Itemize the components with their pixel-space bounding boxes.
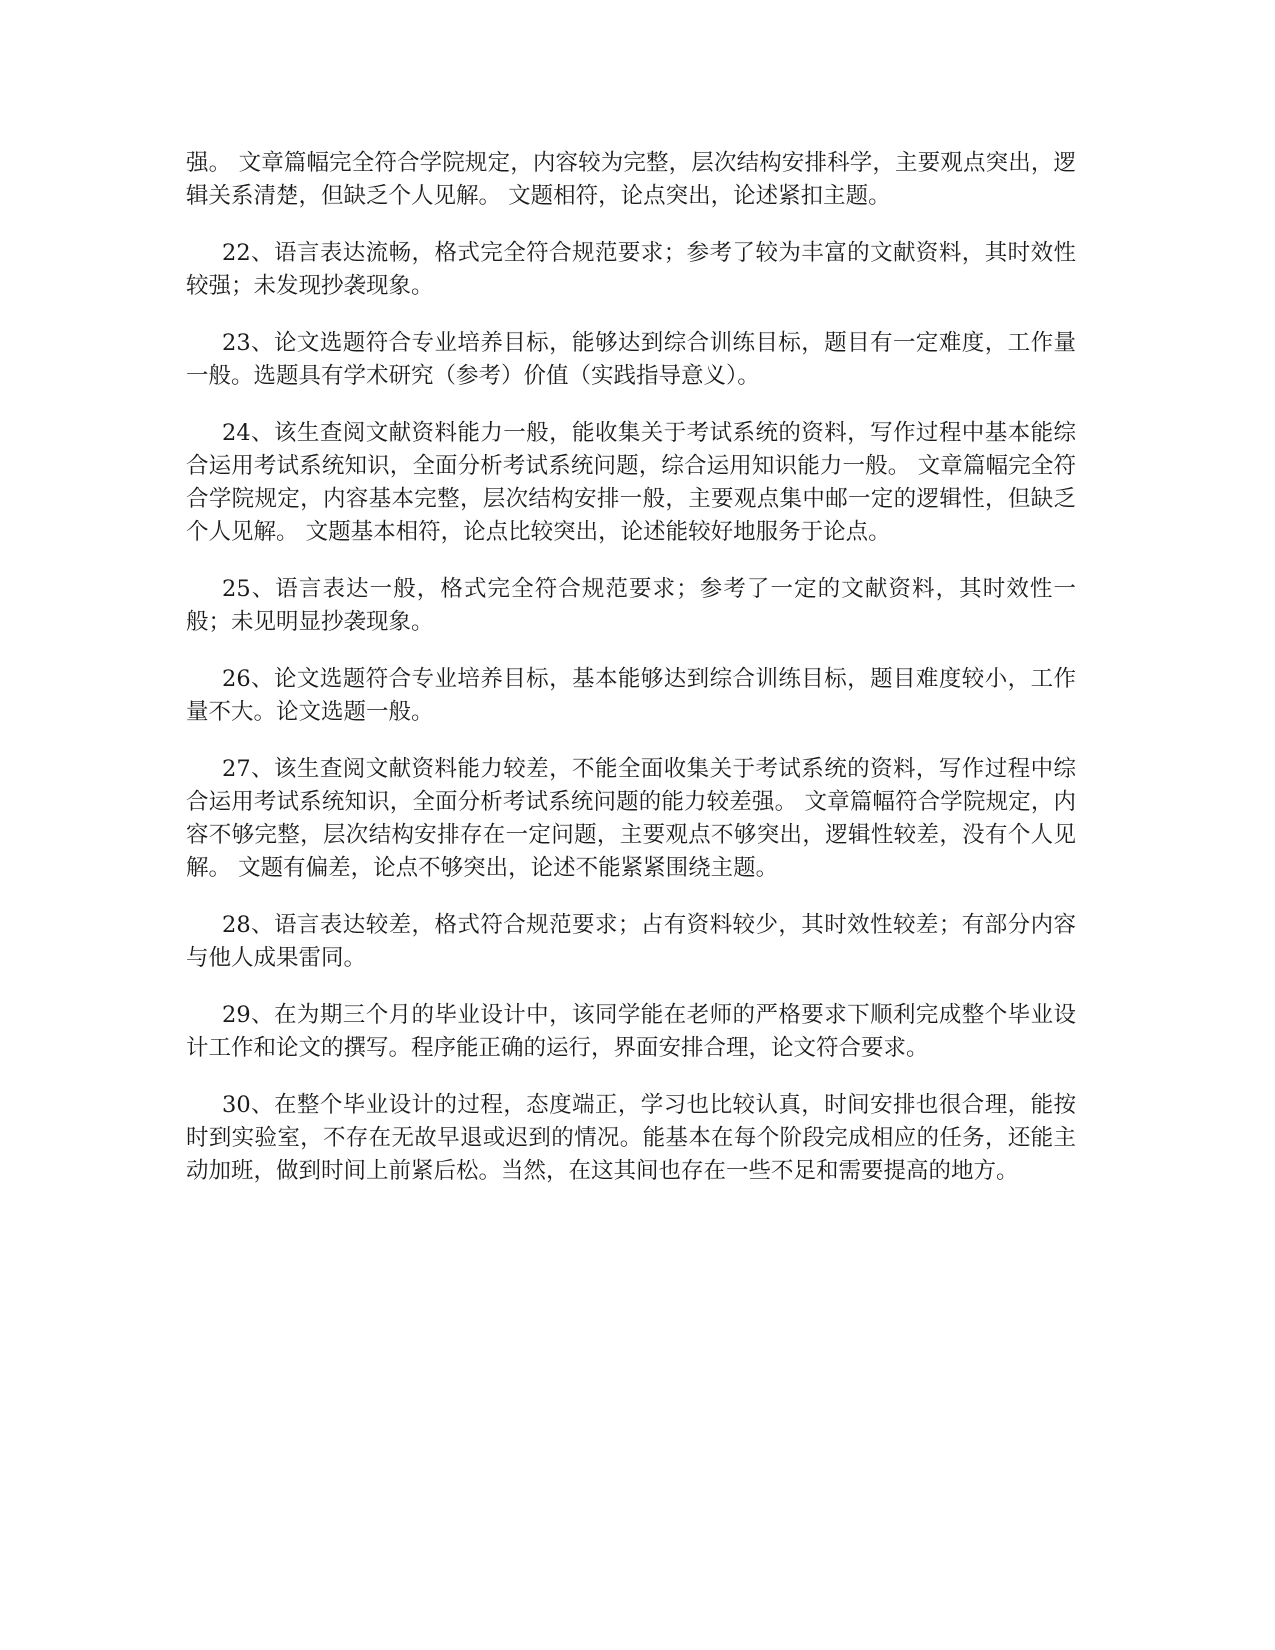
paragraph-item-26: 26、论文选题符合专业培养目标，基本能够达到综合训练目标，题目难度较小，工作量不大。论文选题一般。 [186, 666, 1076, 725]
paragraph-item-25: 25、语言表达一般，格式完全符合规范要求；参考了一定的文献资料，其时效性一般；未见明显抄袭现象。 [186, 576, 1076, 635]
paragraph-item-23: 23、论文选题符合专业培养目标，能够达到综合训练目标，题目有一定难度，工作量一般。选题具有学术研究（参考）价值（实践指导意义）。 [186, 330, 1076, 389]
paragraph-item-27: 27、该生查阅文献资料能力较差，不能全面收集关于考试系统的资料，写作过程中综合运用考试系统知识，全面分析考试系统问题的能力较差强。 文章篇幅符合学院规定，内容不够完整，层次结构安排存在一定问题，主要观点不够突出，逻辑性较差，没有个人见解。 文题有偏差，论点不够突出，论述不能紧紧围绕主题。 [186, 756, 1076, 881]
paragraph-item-22: 22、语言表达流畅，格式完全符合规范要求；参考了较为丰富的文献资料，其时效性较强；未发现抄袭现象。 [186, 240, 1076, 299]
paragraph-item-24: 24、该生查阅文献资料能力一般，能收集关于考试系统的资料，写作过程中基本能综合运用考试系统知识，全面分析考试系统问题，综合运用知识能力一般。 文章篇幅完全符合学院规定，内容基本完整，层次结构安排一般，主要观点集中邮一定的逻辑性，但缺乏个人见解。 文题基本相符，论点比较突出，论述能较好地服务于论点。 [186, 420, 1076, 545]
paragraph-item-28: 28、语言表达较差，格式符合规范要求；占有资料较少，其时效性较差；有部分内容与他人成果雷同。 [186, 912, 1076, 971]
paragraph-continuation: 强。 文章篇幅完全符合学院规定，内容较为完整，层次结构安排科学，主要观点突出，逻辑关系清楚，但缺乏个人见解。 文题相符，论点突出，论述紧扣主题。 [186, 150, 1076, 209]
paragraph-item-30: 30、在整个毕业设计的过程，态度端正，学习也比较认真，时间安排也很合理，能按时到实验室，不存在无故早退或迟到的情况。能基本在每个阶段完成相应的任务，还能主动加班，做到时间上前紧后松。当然，在这其间也存在一些不足和需要提高的地方。 [186, 1092, 1076, 1184]
paragraph-item-29: 29、在为期三个月的毕业设计中，该同学能在老师的严格要求下顺利完成整个毕业设计工作和论文的撰写。程序能正确的运行，界面安排合理，论文符合要求。 [186, 1002, 1076, 1061]
document-body [186, 147, 1076, 1212]
